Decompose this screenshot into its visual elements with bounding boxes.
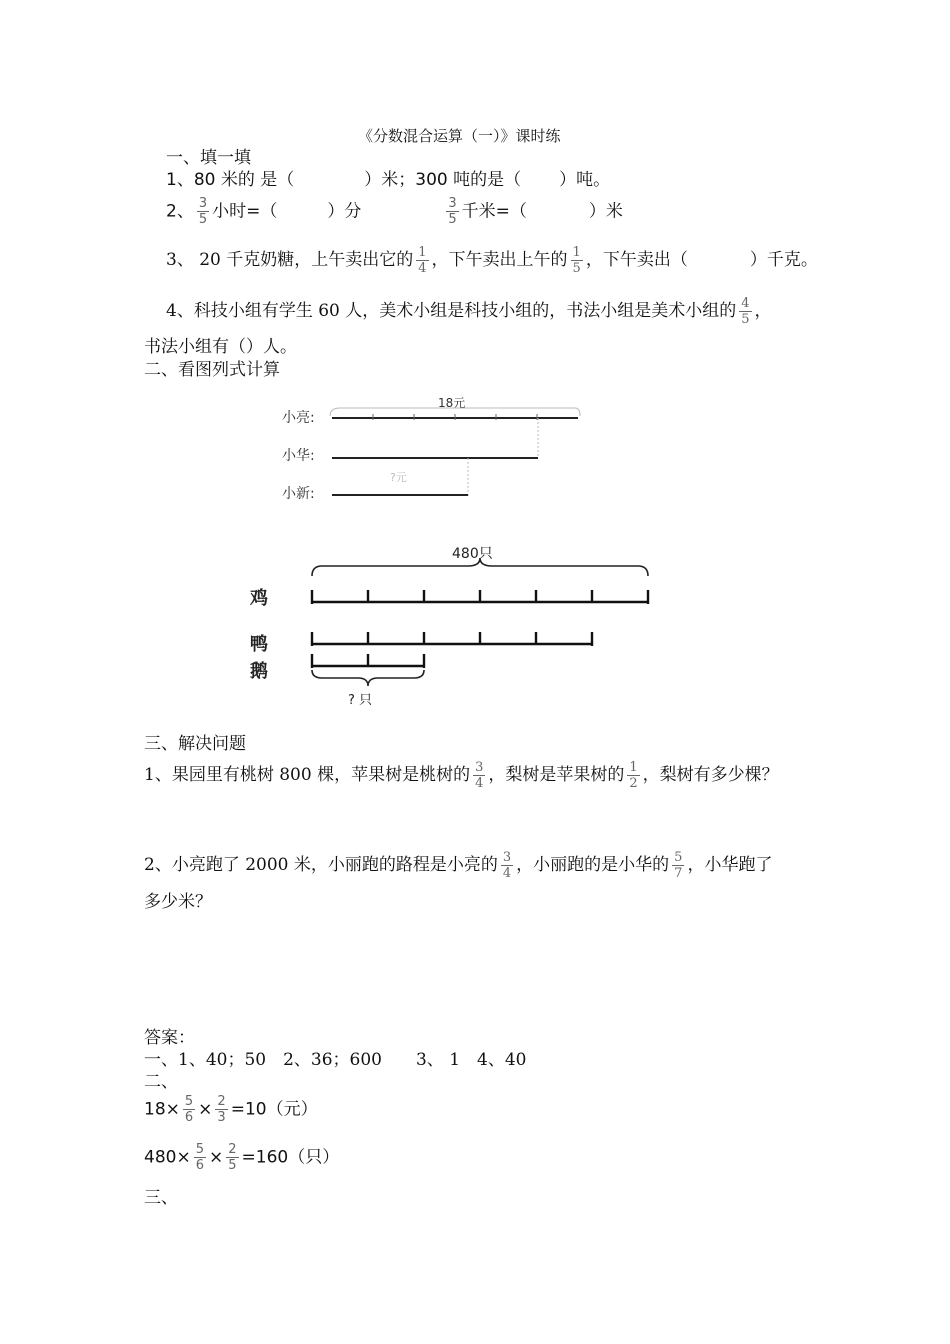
fraction: $\frac{1}{2}$ — [629, 760, 638, 791]
fraction: $\frac{1}{5}$ — [572, 245, 581, 276]
q3-text-a: 3、 20 千克奶糖，上午卖出它的 — [166, 250, 414, 270]
p1-text-c: ，梨树有多少棵？ — [642, 765, 779, 785]
row-label-duck: 鸭 — [250, 634, 268, 655]
fraction: $\frac{5}{6}$ — [195, 1142, 204, 1173]
diagram-poultry-brace-bottom — [312, 670, 424, 686]
q4-text-a: 4、科技小组有学生 60 人，美术小组是科技小组的，书法小组是美术小组的 — [166, 301, 737, 321]
answer-equation-1 — [144, 1094, 318, 1125]
p1-text-a: 1、果园里有桃树 800 棵，苹果树是桃树的 — [144, 765, 471, 785]
page-title: 《分数混合运算（一）》课时练 — [358, 127, 561, 145]
bar-chicken — [312, 590, 648, 604]
fraction: $\frac{3}{5}$ — [198, 196, 208, 227]
answers-line-3: 三、 — [144, 1188, 178, 1208]
p2-text-c: ，小华跑了 — [687, 855, 773, 875]
question-4-line2: 书法小组有（）人。 — [144, 337, 297, 357]
section-heading-diagram: 二、看图列式计算 — [144, 360, 280, 380]
fraction: $\frac{1}{4}$ — [418, 245, 427, 276]
bar-goose — [312, 654, 424, 668]
diagram-poultry — [240, 540, 670, 715]
problem-2-line2: 多少米？ — [144, 892, 212, 912]
q4-text-b: ， — [754, 301, 772, 321]
p1-text-b: ，梨树是苹果树的 — [488, 765, 625, 785]
question-4 — [166, 296, 772, 327]
fraction: $\frac{2}{5}$ — [228, 1142, 237, 1173]
eq2-text-b: × — [208, 1147, 224, 1168]
section-heading-solve: 三、解决问题 — [144, 734, 246, 754]
answers-heading: 答案： — [144, 1028, 195, 1048]
row-label-goose: 鹅 — [250, 661, 268, 682]
diagram-money-total-label: 18元 — [438, 396, 466, 410]
fraction: $\frac{3}{5}$ — [448, 196, 457, 227]
q1-text-b: ）米；300 吨的是（ — [364, 170, 522, 190]
eq1-text-b: × — [198, 1099, 213, 1120]
row-label-chicken: 鸡 — [250, 588, 268, 609]
answer-equation-2 — [144, 1142, 339, 1173]
eq1-text-a: 18× — [144, 1099, 180, 1120]
problem-1 — [144, 760, 779, 791]
question-3 — [166, 245, 818, 276]
diagram-money — [270, 388, 670, 518]
row-label-xiaoxin: 小新: — [282, 486, 315, 502]
q2-text-a: 小时=（ — [212, 201, 278, 222]
question-1 — [166, 170, 610, 190]
fraction: $\frac{2}{3}$ — [217, 1094, 226, 1125]
diagram-poultry-question: ? 只 — [348, 693, 373, 708]
diagram-poultry-brace-top — [312, 558, 648, 576]
question-2 — [166, 196, 623, 227]
answers-line-1: 一、1、40；50 2、36；600 3、 1 4、40 — [144, 1050, 527, 1070]
p2-text-b: ，小丽跑的是小华的 — [516, 855, 670, 875]
answers-line-2: 二、 — [144, 1072, 178, 1092]
eq2-text-a: 480× — [144, 1147, 191, 1168]
q1-text-c: ）吨。 — [559, 170, 611, 190]
diagram-poultry-total-label: 480只 — [452, 546, 493, 562]
bar-duck — [312, 632, 592, 646]
q1-text-a: 1、80 米的 是（ — [166, 170, 295, 190]
q2-text-d: ）米 — [588, 201, 623, 222]
fraction: $\frac{4}{5}$ — [741, 296, 750, 327]
q3-text-b: ，下午卖出上午的 — [431, 250, 568, 270]
q2-text-c: 千米=（ — [461, 201, 527, 222]
q2-number: 2、 — [166, 201, 194, 222]
eq1-text-c: =10（元） — [230, 1099, 318, 1120]
fraction: $\frac{5}{6}$ — [184, 1094, 194, 1125]
row-label-xiaoliang: 小亮: — [282, 410, 315, 426]
q3-text-c: ，下午卖出（ — [585, 250, 688, 270]
q3-text-d: ）千克。 — [749, 250, 818, 270]
fraction: $\frac{3}{4}$ — [502, 850, 512, 881]
fraction: $\frac{3}{4}$ — [475, 760, 484, 791]
section-heading-fill: 一、填一填 — [166, 148, 251, 168]
q2-text-b: ）分 — [327, 201, 362, 222]
diagram-money-question: ?元 — [390, 471, 407, 484]
p2-text-a: 2、小亮跑了 2000 米，小丽跑的路程是小亮的 — [144, 855, 498, 875]
eq2-text-c: =160（只） — [241, 1147, 340, 1168]
fraction: $\frac{5}{7}$ — [674, 850, 683, 881]
row-label-xiaohua: 小华: — [282, 448, 315, 464]
problem-2 — [144, 850, 772, 881]
